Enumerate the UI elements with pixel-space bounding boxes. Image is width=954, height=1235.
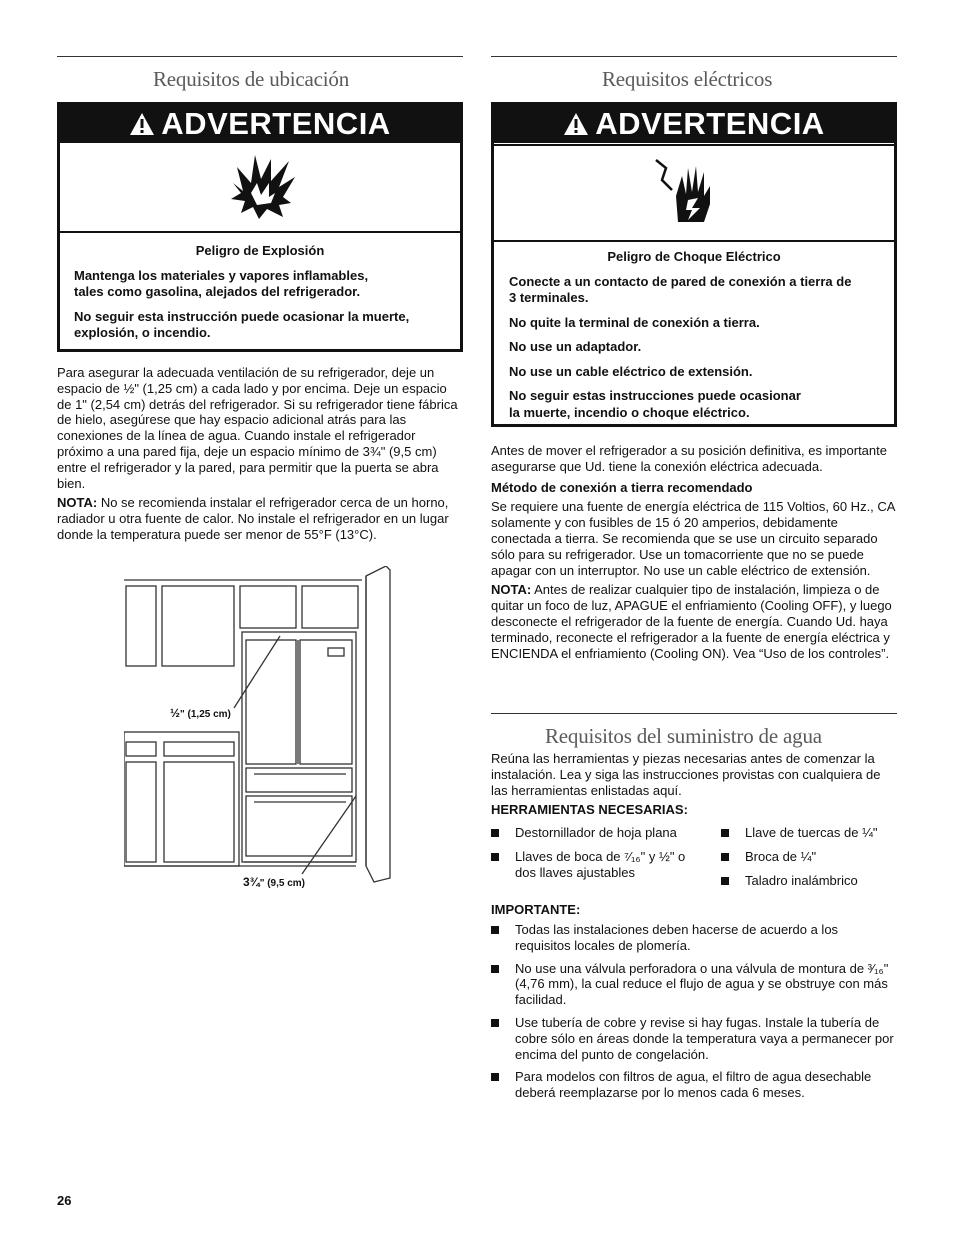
warning-header-text: ADVERTENCIA: [595, 106, 825, 141]
power-requirement: Se requiere una fuente de energía eléctrica de 115 Voltios, 60 Hz., CA solamente y con fusibles de 15 ó 20 amperios, debidamente conectada a tierra. Se recomienda que se use un circuito separado sólo para su refrigerador. Use un tomacorriente que no se puede apagar con un interruptor. No use un cable eléctrico de extensión.: [491, 499, 895, 578]
ventilation-paragraph: Para asegurar la adecuada ventilación de su refrigerador, deje un espacio de ½" (1,25 cm) a cada lado y por encima. Deje un espacio de 1" (2,54 cm) detrás del refrigerador. Si su refrigerador tiene fábrica de hielo, asegúrese que hay espacio adicional atrás para las conexiones de la línea de agua. Cuando instale el refrigerador próximo a una pared fija, deje un espacio mínimo de 3¾" (9,5 cm) entre el refrigerador y la pared, para permitir que la puerta se abra bien.: [57, 365, 458, 491]
explosion-icon-cell: [60, 141, 460, 233]
warning-triangle-icon: [129, 107, 155, 145]
left-nota: NOTA: No se recomienda instalar el refrigerador cerca de un horno, radiador u otra fuente de calor. No instale el refrigerador en un lugar donde la temperatura puede ser menor de 55°F (13°C).: [57, 495, 449, 542]
heading-ubicacion: Requisitos de ubicación: [153, 67, 350, 91]
important-list: [491, 922, 897, 1101]
important-item: Para modelos con filtros de agua, el filtro de agua desechable deberá reemplazarse por lo menos cada 6 meses.: [491, 1069, 897, 1101]
tool-item: Llave de tuercas de ¼": [721, 825, 897, 841]
page-number: 26: [57, 1193, 72, 1208]
important-item: No use una válvula perforadora o una válvula de montura de ³⁄₁₆" (4,76 mm), la cual reduce el flujo de agua y se obstruye con más facilidad.: [491, 961, 897, 1008]
important-item: Use tubería de cobre y revise si hay fugas. Instale la tubería de cobre sólo en áreas donde la temperatura vaya a permanecer por encima del punto de congelación.: [491, 1015, 897, 1062]
heading-agua: Requisitos del suministro de agua: [545, 724, 822, 748]
warning-para-1: Mantenga los materiales y vapores inflamables, tales como gasolina, alejados del refrigerador.: [74, 267, 369, 299]
left-body-text: [57, 365, 463, 547]
warning-triangle-icon: [563, 107, 589, 145]
tool-item: Taladro inalámbrico: [721, 873, 897, 889]
electric-intro: Antes de mover el refrigerador a su posición definitiva, es importante asegurarse que Ud. tiene la conexión eléctrica adecuada.: [491, 443, 887, 474]
important-heading: IMPORTANTE:: [491, 902, 581, 917]
tools-right-list: [721, 825, 897, 888]
warning-line-terminal: No quite la terminal de conexión a tierra.: [509, 314, 760, 330]
tool-item: Destornillador de hoja plana: [491, 825, 711, 841]
right-nota: NOTA: Antes de realizar cualquier tipo de instalación, limpieza o de quitar un foco de luz, APAGUE el enfriamiento (Cooling OFF), y luego desconecte el refrigerador de la fuente de energía. Cuando Ud. haya terminado, reconecte el refrigerador a la fuente de energía eléctrica y ENCIENDA el enfriamiento (Cooling ON). Vea “Uso de los controles”.: [491, 582, 892, 661]
right-body-electric: [491, 443, 897, 665]
warning-header: [60, 105, 460, 143]
label-three-quarter-inch: 3¾" (9,5 cm): [243, 875, 305, 889]
warning-title: Peligro de Explosión: [195, 243, 325, 258]
warning-line-adapter: No use un adaptador.: [509, 339, 642, 354]
left-top-rule: [57, 56, 463, 57]
warning-box-electric: [491, 102, 897, 427]
electric-shock-hand-icon: [652, 156, 722, 228]
shock-icon-cell: [494, 144, 894, 242]
heading-electricos: Requisitos eléctricos: [602, 67, 773, 91]
tools-left-list: [491, 825, 711, 880]
warning-line-extension: No use un cable eléctrico de extensión.: [509, 363, 753, 379]
warning-line-ground: Conecte a un contacto de pared de conexión a tierra de 3 terminales.: [509, 273, 852, 305]
water-section-rule: [491, 713, 897, 714]
warning-header-text: ADVERTENCIA: [161, 106, 391, 141]
warning-text-explosion: [60, 243, 460, 350]
refrigerator-clearance-diagram: [124, 566, 394, 886]
tools-intro: Reúna las herramientas y piezas necesarias antes de comenzar la instalación. Lea y siga las instrucciones provistas con cualquiera de las herramientas enlistadas aquí.: [491, 751, 881, 798]
tool-item: Broca de ¼": [721, 849, 897, 865]
warning-box-explosion: [57, 102, 463, 352]
warning-para-2: No seguir esta instrucción puede ocasionar la muerte, explosión, o incendio.: [74, 308, 410, 340]
water-body: [491, 751, 897, 822]
warning-text-electric: [494, 249, 894, 429]
warning-title-electric: Peligro de Choque Eléctrico: [607, 249, 781, 264]
warning-header-electric: [494, 105, 894, 143]
important-item: Todas las instalaciones deben hacerse de acuerdo a los requisitos locales de plomería.: [491, 922, 897, 954]
right-top-rule: [491, 56, 897, 57]
explosion-icon: [227, 153, 299, 221]
tools-heading: HERRAMIENTAS NECESARIAS:: [491, 802, 688, 818]
tool-item: Llaves de boca de ⁷⁄₁₆" y ½" o dos llaves ajustables: [491, 849, 705, 881]
method-heading: Método de conexión a tierra recomendado: [491, 479, 753, 495]
warning-line-consequence: No seguir estas instrucciones puede ocasionar la muerte, incendio o choque eléctrico.: [509, 388, 801, 420]
label-half-inch: ½" (1,25 cm): [170, 706, 231, 720]
